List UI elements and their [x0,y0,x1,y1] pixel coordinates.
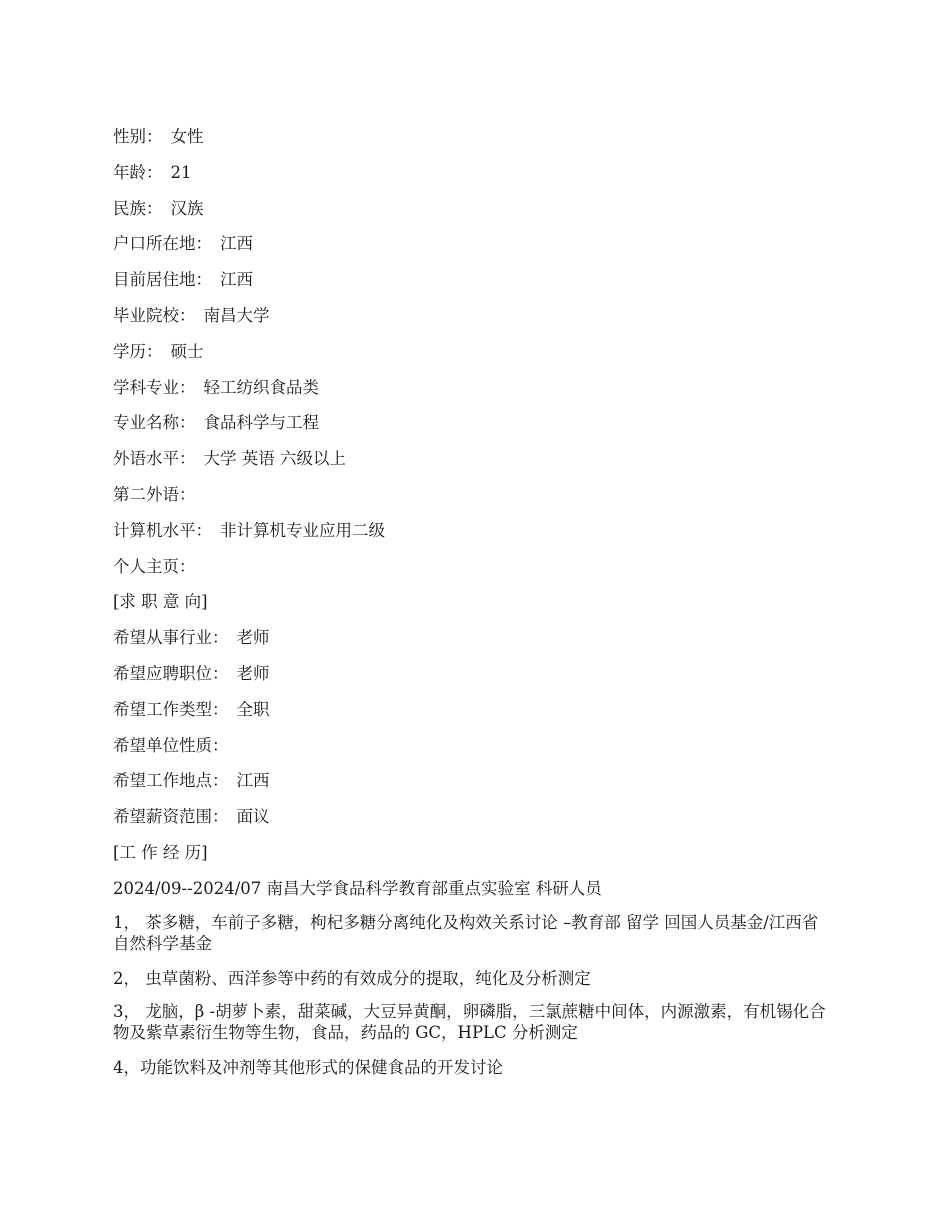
field-value: 江西 [220,234,253,254]
profile-foreign-language [113,446,828,482]
section-heading-intent: [求 职 意 向] [113,592,208,612]
intent-org-type [113,733,828,769]
field-label: 个人主页： [113,556,196,576]
field-value: 老师 [236,628,270,648]
field-value: 21 [170,162,192,182]
field-label: 学历： [113,341,163,361]
work-item: 2， 虫草菌粉、西洋参等中药的有效成分的提取，纯化及分析测定 [113,968,591,988]
resume-page [113,124,828,1091]
field-value: 全职 [236,699,270,719]
field-value: 大学 英语 六级以上 [203,449,346,469]
field-label: 民族： [113,198,163,218]
profile-gender [113,124,828,160]
field-label: 希望工作地点： [113,771,229,791]
field-label: 学科专业： [113,377,196,397]
field-value: 江西 [220,270,253,290]
field-label: 目前居住地： [113,270,212,290]
field-value: 江西 [236,771,270,791]
field-value: 老师 [236,663,270,683]
profile-second-language [113,482,828,518]
field-value: 食品科学与工程 [203,413,319,433]
work-item: 1， 茶多糖，车前子多糖，枸杞多糖分离纯化及构效关系讨论 –教育部 留学 回国人员基金/江西省自然科学基金 [113,912,819,953]
profile-age [113,160,828,196]
field-value: 南昌大学 [203,305,270,325]
field-label: 第二外语： [113,484,196,504]
intent-industry [113,625,828,661]
profile-major [113,410,828,446]
field-label: 专业名称： [113,413,196,433]
field-label: 希望从事行业： [113,628,229,648]
profile-residence [113,267,828,303]
field-label: 户口所在地： [113,234,212,254]
field-label: 外语水平： [113,449,196,469]
field-label: 性别： [113,127,163,146]
field-value: 女性 [170,127,204,146]
field-label: 希望薪资范围： [113,807,229,827]
profile-degree [113,339,828,375]
field-value: 硕士 [170,341,204,361]
field-label: 希望工作类型： [113,699,229,719]
intent-position [113,661,828,697]
profile-homepage [113,554,828,590]
profile-hukou [113,231,828,267]
section-heading-work: [工 作 经 历] [113,842,208,862]
intent-location [113,768,828,804]
field-value: 非计算机专业应用二级 [220,520,385,540]
profile-school [113,303,828,339]
field-label: 毕业院校： [113,305,196,325]
field-value: 面议 [236,807,270,827]
work-item: 4，功能饮料及冲剂等其他形式的保健食品的开发讨论 [113,1058,503,1078]
field-value: 轻工纺织食品类 [203,377,319,397]
work-item: 3， 龙脑，β -胡萝卜素，甜菜碱，大豆异黄酮，卵磷脂，三氯蔗糖中间体，内源激素，有机锡化合物及紫草素衍生物等生物，食品，药品的 GC，HPLC 分析测定 [113,1002,826,1043]
profile-discipline [113,375,828,411]
profile-computer-level [113,518,828,554]
field-label: 计算机水平： [113,520,212,540]
field-label: 希望单位性质： [113,735,229,755]
intent-salary [113,804,828,840]
field-label: 希望应聘职位： [113,663,229,683]
work-entry: 2024/09--2024/07 南昌大学食品科学教育部重点实验室 科研人员 [113,878,602,898]
field-value: 汉族 [170,198,204,218]
field-label: 年龄： [113,162,163,182]
intent-job-type [113,697,828,733]
profile-ethnicity [113,196,828,232]
